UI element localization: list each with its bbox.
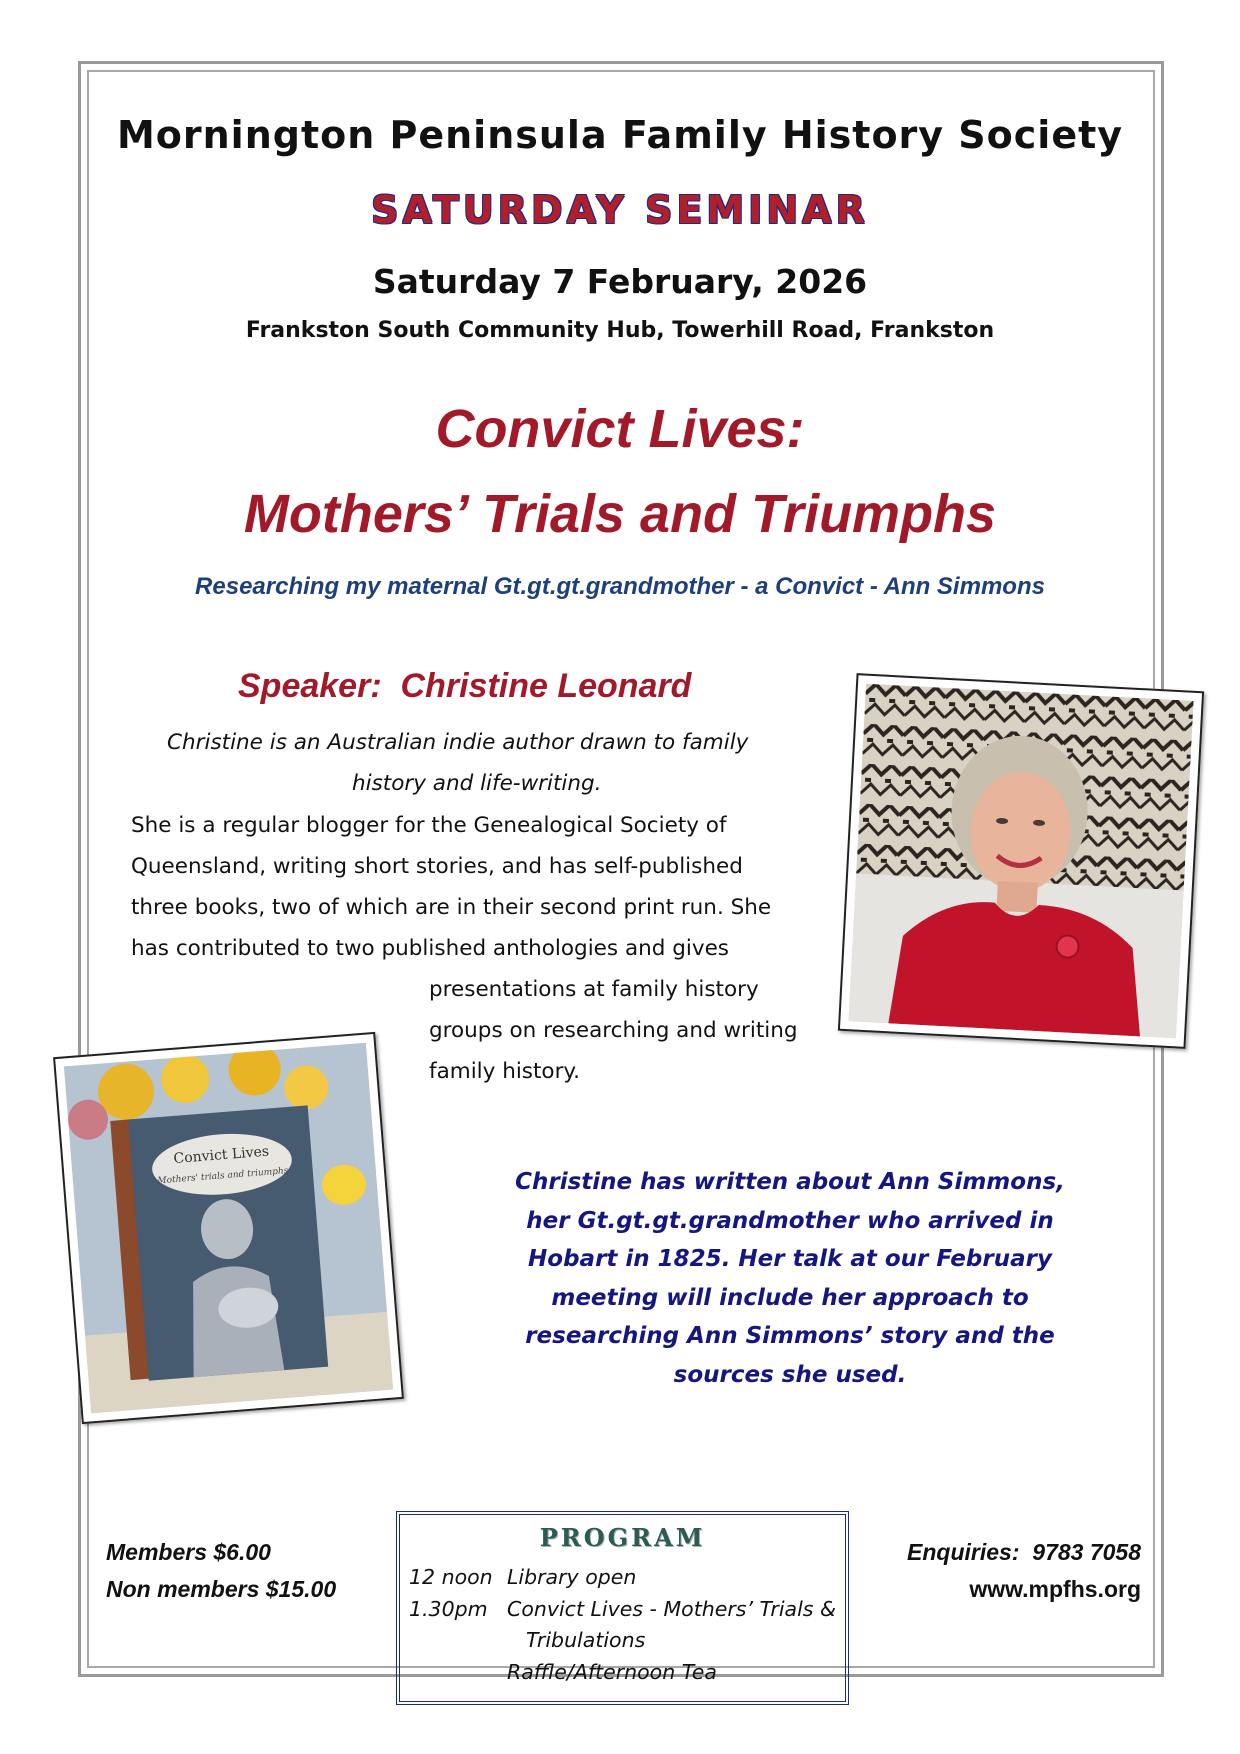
event-date: Saturday 7 February, 2026 bbox=[372, 262, 868, 301]
program-time: 1.30pm bbox=[409, 1597, 488, 1621]
speaker-bio-line: groups on researching and writing bbox=[429, 1018, 798, 1043]
speaker-bio-line: three books, two of which are in their second print run. She bbox=[131, 895, 772, 920]
speaker-bio-line: history and life-writing. bbox=[352, 771, 602, 796]
enquiries-phone: Enquiries: 9783 7058 bbox=[907, 1539, 1141, 1565]
speaker-bio-line: presentations at family history bbox=[429, 977, 759, 1002]
program-desc: Raffle/Afternoon Tea bbox=[507, 1660, 717, 1684]
talk-description-callout bbox=[500, 1163, 1080, 1394]
callout-line: her Gt.gt.gt.grandmother who arrived in bbox=[526, 1207, 1054, 1234]
event-venue: Frankston South Community Hub, Towerhill Road, Frankston bbox=[245, 318, 995, 343]
speaker-photo bbox=[838, 673, 1204, 1049]
speaker-bio-line: Queensland, writing short stories, and has self-published bbox=[131, 854, 743, 879]
program-time: 12 noon bbox=[409, 1565, 493, 1589]
speaker-bio-line: has contributed to two published anthologies and gives bbox=[131, 936, 730, 961]
program-desc: Convict Lives - Mothers’ Trials & bbox=[507, 1597, 836, 1621]
talk-title-line-2: Mothers’ Trials and Triumphs bbox=[243, 484, 997, 544]
callout-line: Christine has written about Ann Simmons, bbox=[515, 1169, 1065, 1195]
callout-line: sources she used. bbox=[673, 1361, 907, 1388]
members-price: Members $6.00 bbox=[106, 1539, 271, 1565]
callout-line: researching Ann Simmons’ story and the bbox=[525, 1323, 1055, 1349]
program-title: PROGRAM bbox=[539, 1523, 706, 1552]
book-cover-image bbox=[64, 1043, 393, 1414]
talk-subtitle: Researching my maternal Gt.gt.gt.grandmother - a Convict - Ann Simmons bbox=[195, 573, 1045, 600]
speaker-heading: Speaker: Christine Leonard bbox=[238, 667, 692, 705]
book-cover-photo bbox=[53, 1032, 404, 1424]
speaker-portrait-image bbox=[848, 684, 1193, 1039]
callout-line: meeting will include her approach to bbox=[551, 1284, 1029, 1311]
program-desc: Library open bbox=[507, 1565, 637, 1589]
program-desc: Tribulations bbox=[526, 1628, 646, 1652]
book-subtitle-text: Mothers' trials and triumphs bbox=[157, 1166, 289, 1187]
talk-title-line-1: Convict Lives: bbox=[435, 399, 805, 459]
speaker-bio-line: She is a regular blogger for the Genealogical Society of bbox=[131, 813, 727, 838]
book-title-text: Convict Lives bbox=[172, 1143, 270, 1168]
society-name: Mornington Peninsula Family History Society bbox=[116, 113, 1124, 157]
website-link[interactable]: www.mpfhs.org bbox=[969, 1576, 1141, 1602]
callout-line: Hobart in 1825. Her talk at our February bbox=[528, 1246, 1052, 1272]
non-members-price: Non members $15.00 bbox=[106, 1576, 337, 1602]
event-type-heading: SATURDAY SEMINAR bbox=[371, 188, 869, 232]
speaker-bio-line: family history. bbox=[429, 1059, 580, 1084]
speaker-bio-line: Christine is an Australian indie author drawn to family bbox=[167, 730, 749, 755]
